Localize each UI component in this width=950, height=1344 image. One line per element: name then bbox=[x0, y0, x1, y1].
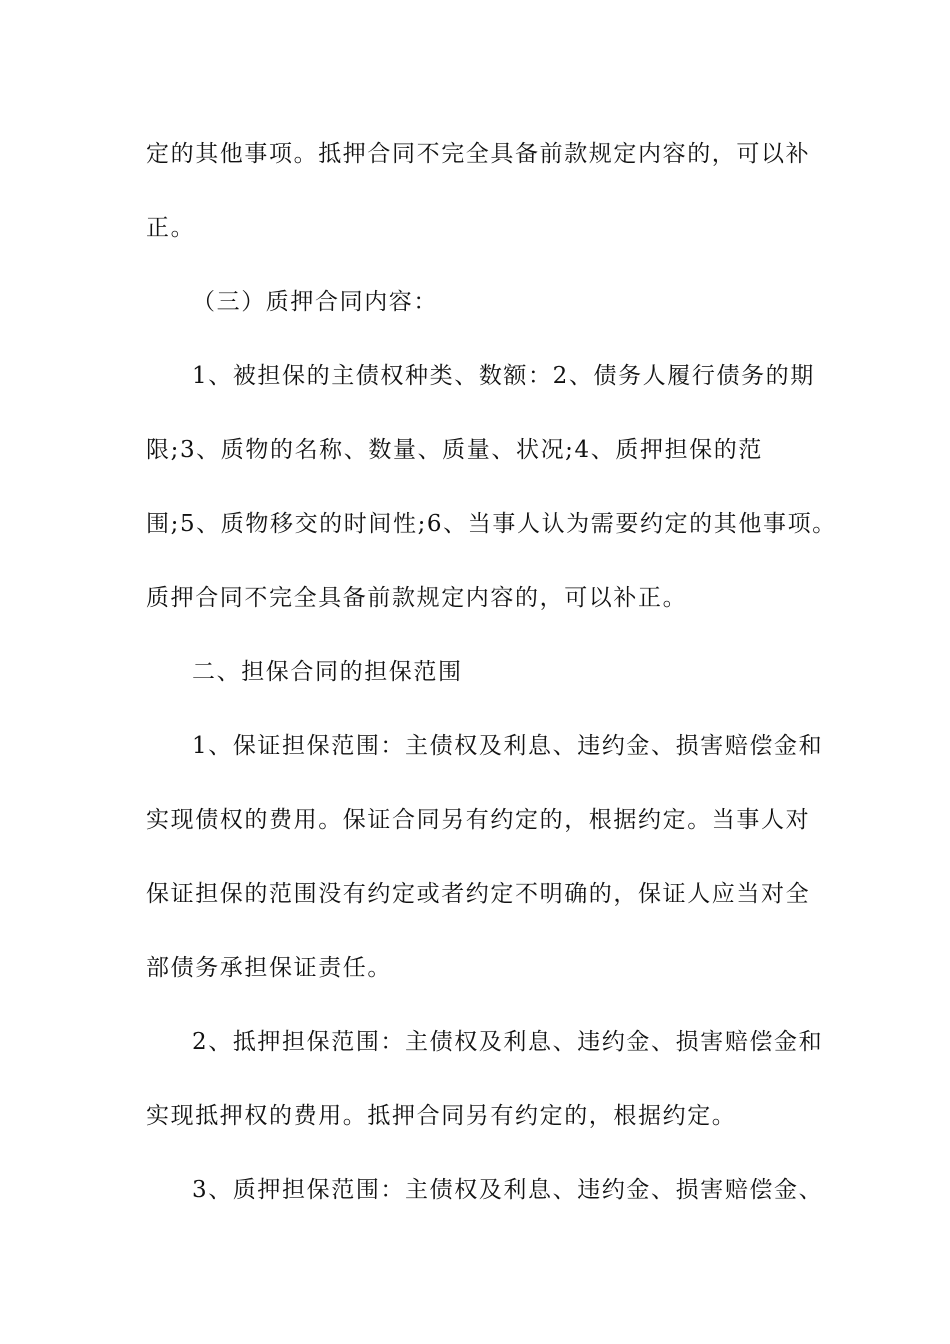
text-line: 2、抵押担保范围：主债权及利息、违约金、损害赔偿金和 bbox=[192, 1029, 824, 1055]
section-heading: 二、担保合同的担保范围 bbox=[192, 659, 463, 685]
text-line: 定的其他事项。抵押合同不完全具备前款规定内容的，可以补 bbox=[146, 141, 811, 167]
text-line: 限;3、质物的名称、数量、质量、状况;4、质押担保的范 bbox=[146, 437, 763, 463]
text-line: 1、被担保的主债权种类、数额：2、债务人履行债务的期 bbox=[192, 363, 815, 389]
section-heading: （三）质押合同内容： bbox=[192, 289, 438, 315]
text-line: 1、保证担保范围：主债权及利息、违约金、损害赔偿金和 bbox=[192, 733, 824, 759]
text-line: 围;5、质物移交的时间性;6、当事人认为需要约定的其他事项。 bbox=[146, 511, 837, 537]
text-line: 3、质押担保范围：主债权及利息、违约金、损害赔偿金、 bbox=[192, 1177, 824, 1203]
text-line: 实现抵押权的费用。抵押合同另有约定的，根据约定。 bbox=[146, 1103, 737, 1129]
text-line: 部债务承担保证责任。 bbox=[146, 955, 392, 981]
text-line: 实现债权的费用。保证合同另有约定的，根据约定。当事人对 bbox=[146, 807, 811, 833]
text-line: 质押合同不完全具备前款规定内容的，可以补正。 bbox=[146, 585, 688, 611]
text-line: 正。 bbox=[146, 215, 196, 241]
text-line: 保证担保的范围没有约定或者约定不明确的，保证人应当对全 bbox=[146, 881, 811, 907]
